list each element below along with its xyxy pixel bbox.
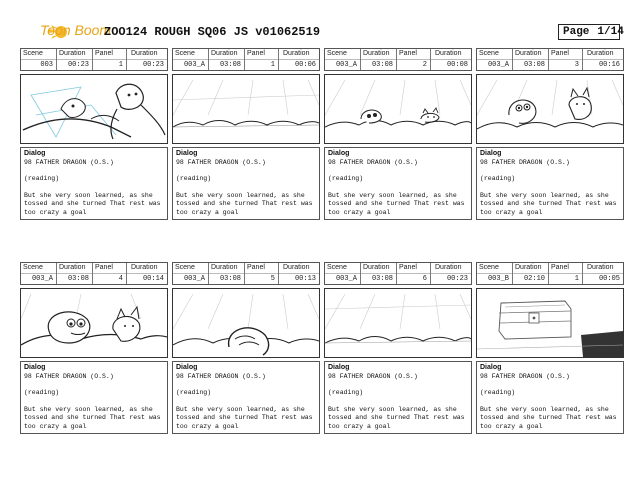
sketch-drawing	[21, 289, 167, 357]
dialog-box	[476, 147, 624, 220]
sketch-drawing	[173, 289, 319, 357]
panel-duration-value: 00:13	[294, 275, 316, 283]
scene-label: Scene	[175, 50, 195, 57]
dialog-line: But she very soon learned, as she	[480, 191, 609, 199]
storyboard-panel	[324, 262, 472, 434]
scene-label: Scene	[327, 264, 347, 271]
scene-value: 003_A	[31, 275, 53, 283]
duration-label: Duration	[515, 264, 542, 271]
dialog-speaker: 98 FATHER DRAGON (O.S.)	[480, 372, 570, 380]
dialog-direction: (reading)	[176, 175, 212, 182]
dialog-line: tossed and she turned That rest was	[480, 200, 617, 207]
dialog-title: Dialog	[328, 364, 350, 371]
panel-value: 1	[118, 61, 123, 69]
dialog-title: Dialog	[24, 364, 46, 371]
duration-value: 03:08	[219, 61, 241, 69]
scene-value: 003_A	[487, 61, 509, 69]
sketch-frame	[324, 74, 472, 144]
dialog-box	[20, 361, 168, 434]
panel-duration-value: 00:23	[446, 275, 468, 283]
panel-info	[476, 48, 624, 71]
panel-value: 1	[574, 275, 579, 283]
panel-value: 3	[574, 61, 579, 69]
dialog-box	[172, 361, 320, 434]
panel-duration-value: 00:14	[142, 275, 164, 283]
dialog-box	[324, 147, 472, 220]
dialog-line: But she very soon learned, as she	[176, 191, 305, 199]
panel-duration-label: Duration	[587, 50, 614, 57]
header	[0, 0, 640, 44]
panel-info	[324, 262, 472, 285]
panel-duration-label: Duration	[435, 264, 462, 271]
sketch-drawing	[477, 75, 623, 143]
dialog-line: But she very soon learned, as she	[24, 405, 153, 413]
dialog-line: But she very soon learned, as she	[328, 405, 457, 413]
dialog-box	[172, 147, 320, 220]
dialog-line: tossed and she turned That rest was	[176, 414, 313, 421]
duration-value: 03:08	[371, 275, 393, 283]
page-indicator	[558, 24, 624, 40]
dialog-line: too crazy a goal	[24, 422, 87, 430]
dialog-direction: (reading)	[24, 175, 60, 182]
dialog-line: too crazy a goal	[480, 422, 543, 430]
duration-label: Duration	[363, 264, 390, 271]
page-label: Page	[563, 26, 590, 38]
storyboard-panel	[324, 48, 472, 220]
sketch-frame	[476, 288, 624, 358]
storyboard-panel	[476, 48, 624, 220]
scene-label: Scene	[479, 264, 499, 271]
dialog-direction: (reading)	[24, 389, 60, 396]
sketch-frame	[20, 74, 168, 144]
dialog-line: tossed and she turned That rest was	[24, 200, 161, 207]
dialog-speaker: 98 FATHER DRAGON (O.S.)	[176, 372, 266, 380]
dialog-direction: (reading)	[176, 389, 212, 396]
panel-label: Panel	[95, 50, 113, 57]
scene-value: 003_A	[183, 275, 205, 283]
dialog-box	[324, 361, 472, 434]
dialog-line: tossed and she turned That rest was	[328, 414, 465, 421]
storyboard-panel	[20, 48, 168, 220]
dialog-line: But she very soon learned, as she	[480, 405, 609, 413]
sketch-frame	[172, 288, 320, 358]
panel-duration-value: 00:06	[294, 61, 316, 69]
duration-value: 00:23	[67, 61, 89, 69]
dialog-speaker: 98 FATHER DRAGON (O.S.)	[24, 372, 114, 380]
panel-label: Panel	[399, 264, 417, 271]
panel-value: 5	[270, 275, 275, 283]
dialog-title: Dialog	[24, 150, 46, 157]
dialog-direction: (reading)	[328, 175, 364, 182]
panel-duration-label: Duration	[283, 50, 310, 57]
duration-label: Duration	[59, 264, 86, 271]
duration-value: 03:08	[67, 275, 89, 283]
panel-label: Panel	[399, 50, 417, 57]
page-number: 1/14	[597, 26, 624, 38]
dialog-line: tossed and she turned That rest was	[176, 200, 313, 207]
dialog-box	[20, 147, 168, 220]
dialog-line: too crazy a goal	[176, 422, 239, 430]
dialog-line: tossed and she turned That rest was	[328, 200, 465, 207]
sketch-frame	[324, 288, 472, 358]
panel-info	[476, 262, 624, 285]
dialog-line: too crazy a goal	[328, 422, 391, 430]
panel-info	[20, 48, 168, 71]
duration-label: Duration	[363, 50, 390, 57]
panel-duration-label: Duration	[587, 264, 614, 271]
sketch-drawing	[325, 75, 471, 143]
dialog-title: Dialog	[480, 150, 502, 157]
panel-info	[172, 262, 320, 285]
dialog-speaker: 98 FATHER DRAGON (O.S.)	[176, 158, 266, 166]
panel-value: 1	[270, 61, 275, 69]
panel-duration-value: 00:16	[598, 61, 620, 69]
dialog-line: too crazy a goal	[24, 208, 87, 216]
duration-label: Duration	[59, 50, 86, 57]
panel-value: 6	[422, 275, 427, 283]
dialog-title: Dialog	[176, 150, 198, 157]
duration-label: Duration	[211, 50, 238, 57]
panel-value: 4	[118, 275, 123, 283]
dialog-box	[476, 361, 624, 434]
panel-duration-label: Duration	[435, 50, 462, 57]
panel-duration-label: Duration	[131, 50, 158, 57]
panel-info	[324, 48, 472, 71]
scene-label: Scene	[175, 264, 195, 271]
scene-value: 003_A	[335, 275, 357, 283]
panel-duration-label: Duration	[131, 264, 158, 271]
panel-duration-value: 00:08	[446, 61, 468, 69]
panel-duration-label: Duration	[283, 264, 310, 271]
duration-label: Duration	[211, 264, 238, 271]
scene-value: 003_B	[487, 275, 509, 283]
sketch-drawing	[325, 289, 471, 357]
dialog-speaker: 98 FATHER DRAGON (O.S.)	[24, 158, 114, 166]
scene-label: Scene	[23, 264, 43, 271]
dialog-line: too crazy a goal	[176, 208, 239, 216]
scene-value: 003	[40, 61, 53, 69]
sketch-drawing	[477, 289, 623, 357]
duration-value: 03:08	[219, 275, 241, 283]
dialog-line: But she very soon learned, as she	[328, 191, 457, 199]
dialog-line: too crazy a goal	[328, 208, 391, 216]
sketch-frame	[20, 288, 168, 358]
duration-value: 02:10	[523, 275, 545, 283]
scene-label: Scene	[23, 50, 43, 57]
panel-duration-value: 00:23	[142, 61, 164, 69]
dialog-line: But she very soon learned, as she	[24, 191, 153, 199]
dialog-title: Dialog	[328, 150, 350, 157]
panel-info	[172, 48, 320, 71]
scene-value: 003_A	[335, 61, 357, 69]
dialog-line: too crazy a goal	[480, 208, 543, 216]
panel-label: Panel	[247, 264, 265, 271]
panel-value: 2	[422, 61, 427, 69]
panel-label: Panel	[551, 264, 569, 271]
panel-duration-value: 00:05	[598, 275, 620, 283]
duration-label: Duration	[515, 50, 542, 57]
panel-label: Panel	[551, 50, 569, 57]
document-title: ZOO124 ROUGH SQ06 JS v01062519	[104, 25, 321, 39]
sketch-frame	[172, 74, 320, 144]
dialog-speaker: 98 FATHER DRAGON (O.S.)	[328, 372, 418, 380]
storyboard-panel	[172, 262, 320, 434]
storyboard-panel	[20, 262, 168, 434]
sketch-drawing	[21, 75, 167, 143]
storyboard-panel	[172, 48, 320, 220]
dialog-title: Dialog	[480, 364, 502, 371]
dialog-line: tossed and she turned That rest was	[480, 414, 617, 421]
scene-value: 003_A	[183, 61, 205, 69]
dialog-direction: (reading)	[480, 389, 516, 396]
dialog-line: But she very soon learned, as she	[176, 405, 305, 413]
dialog-direction: (reading)	[328, 389, 364, 396]
dialog-speaker: 98 FATHER DRAGON (O.S.)	[480, 158, 570, 166]
duration-value: 03:08	[523, 61, 545, 69]
dialog-speaker: 98 FATHER DRAGON (O.S.)	[328, 158, 418, 166]
dialog-line: tossed and she turned That rest was	[24, 414, 161, 421]
scene-label: Scene	[327, 50, 347, 57]
panel-label: Panel	[247, 50, 265, 57]
duration-value: 03:08	[371, 61, 393, 69]
sketch-frame	[476, 74, 624, 144]
sketch-drawing	[173, 75, 319, 143]
dialog-title: Dialog	[176, 364, 198, 371]
brand-name: Toon Boom	[40, 22, 112, 38]
panel-info	[20, 262, 168, 285]
panel-label: Panel	[95, 264, 113, 271]
storyboard-panel	[476, 262, 624, 434]
dialog-direction: (reading)	[480, 175, 516, 182]
scene-label: Scene	[479, 50, 499, 57]
